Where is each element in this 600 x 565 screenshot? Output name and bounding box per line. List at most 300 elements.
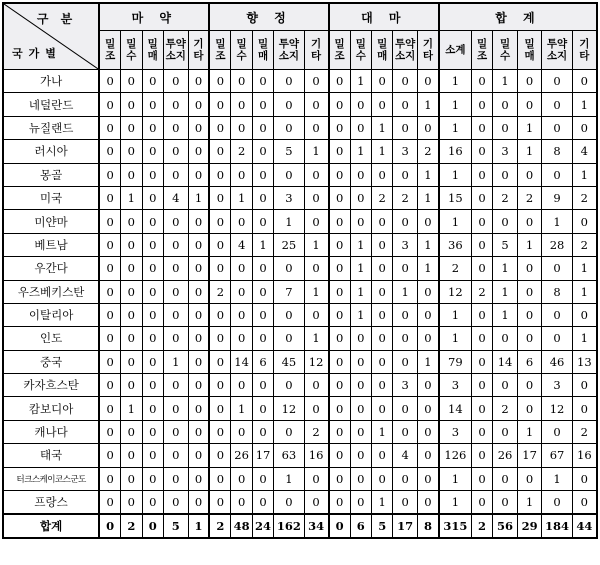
value-cell: 0: [163, 444, 188, 467]
value-cell: 1: [439, 93, 471, 116]
table-row: [3, 420, 597, 443]
value-cell: 0: [209, 186, 230, 209]
value-cell: 1: [304, 327, 329, 350]
value-cell: 29: [517, 514, 542, 538]
value-cell: 0: [493, 327, 518, 350]
value-cell: 2: [417, 140, 438, 163]
value-cell: 1: [350, 303, 371, 326]
value-cell: 0: [371, 163, 392, 186]
value-cell: 0: [417, 70, 438, 93]
value-cell: 0: [572, 303, 597, 326]
value-cell: 0: [471, 93, 492, 116]
value-cell: 0: [252, 491, 273, 515]
value-cell: 0: [252, 93, 273, 116]
table-row: [3, 280, 597, 303]
table-row: [3, 233, 597, 256]
value-cell: 0: [393, 210, 418, 233]
value-cell: 17: [393, 514, 418, 538]
value-cell: 2: [231, 140, 252, 163]
value-cell: 0: [252, 374, 273, 397]
corner-header-cell: [3, 3, 99, 70]
value-cell: 45: [274, 350, 304, 373]
value-cell: 16: [572, 444, 597, 467]
value-cell: 26: [493, 444, 518, 467]
value-cell: 0: [209, 163, 230, 186]
country-name: 베트남: [3, 233, 99, 256]
value-cell: 0: [121, 70, 142, 93]
value-cell: 0: [572, 374, 597, 397]
value-cell: 1: [121, 397, 142, 420]
country-name: 우즈베키스탄: [3, 280, 99, 303]
value-cell: 0: [304, 210, 329, 233]
value-cell: 0: [393, 257, 418, 280]
country-name: 네덜란드: [3, 93, 99, 116]
value-cell: 0: [188, 350, 209, 373]
value-cell: 0: [371, 327, 392, 350]
value-cell: 1: [350, 140, 371, 163]
value-cell: 0: [417, 467, 438, 490]
value-cell: 15: [439, 186, 471, 209]
value-cell: 0: [304, 303, 329, 326]
value-cell: 6: [517, 350, 542, 373]
value-cell: 0: [209, 397, 230, 420]
value-cell: 0: [142, 163, 163, 186]
value-cell: 0: [329, 210, 350, 233]
value-cell: 0: [99, 93, 120, 116]
value-cell: 9: [542, 186, 572, 209]
value-cell: 1: [517, 491, 542, 515]
value-cell: 0: [304, 163, 329, 186]
value-cell: 0: [99, 491, 120, 515]
value-cell: 0: [393, 163, 418, 186]
value-cell: 12: [274, 397, 304, 420]
value-cell: 0: [493, 467, 518, 490]
value-cell: 1: [417, 163, 438, 186]
value-cell: 0: [417, 327, 438, 350]
value-cell: 0: [471, 116, 492, 139]
value-cell: 0: [121, 327, 142, 350]
country-name: 프랑스: [3, 491, 99, 515]
value-cell: 0: [572, 70, 597, 93]
value-cell: 0: [188, 420, 209, 443]
subheader-use-possession: 투약소지: [163, 31, 188, 70]
value-cell: 0: [274, 70, 304, 93]
value-cell: 315: [439, 514, 471, 538]
value-cell: 1: [188, 186, 209, 209]
value-cell: 4: [163, 186, 188, 209]
value-cell: 0: [471, 233, 492, 256]
value-cell: 0: [493, 93, 518, 116]
value-cell: 1: [417, 186, 438, 209]
value-cell: 0: [350, 374, 371, 397]
value-cell: 0: [163, 467, 188, 490]
value-cell: 0: [99, 467, 120, 490]
value-cell: 0: [209, 491, 230, 515]
value-cell: 0: [121, 303, 142, 326]
country-name: 이탈리아: [3, 303, 99, 326]
value-cell: 2: [471, 280, 492, 303]
value-cell: 0: [542, 116, 572, 139]
value-cell: 0: [471, 163, 492, 186]
value-cell: 0: [188, 374, 209, 397]
country-name: 인도: [3, 327, 99, 350]
value-cell: 0: [163, 116, 188, 139]
value-cell: 0: [163, 140, 188, 163]
country-name: 몽골: [3, 163, 99, 186]
value-cell: 6: [350, 514, 371, 538]
value-cell: 0: [142, 140, 163, 163]
value-cell: 0: [163, 303, 188, 326]
value-cell: 1: [493, 70, 518, 93]
value-cell: 4: [572, 140, 597, 163]
value-cell: 0: [188, 70, 209, 93]
value-cell: 0: [209, 233, 230, 256]
drug-crime-table-container: [2, 2, 598, 539]
value-cell: 0: [274, 420, 304, 443]
value-cell: 0: [231, 467, 252, 490]
value-cell: 0: [493, 374, 518, 397]
value-cell: 0: [142, 233, 163, 256]
value-cell: 0: [517, 397, 542, 420]
value-cell: 1: [417, 257, 438, 280]
group-header-psychotropics: 향 정: [209, 3, 328, 31]
value-cell: 0: [517, 303, 542, 326]
value-cell: 0: [350, 163, 371, 186]
value-cell: 0: [517, 467, 542, 490]
value-cell: 2: [304, 420, 329, 443]
value-cell: 1: [572, 93, 597, 116]
value-cell: 0: [572, 210, 597, 233]
value-cell: 14: [493, 350, 518, 373]
value-cell: 0: [304, 467, 329, 490]
value-cell: 12: [542, 397, 572, 420]
value-cell: 0: [393, 467, 418, 490]
value-cell: 0: [471, 210, 492, 233]
value-cell: 0: [572, 491, 597, 515]
value-cell: 0: [274, 116, 304, 139]
value-cell: 3: [542, 374, 572, 397]
total-label: 합계: [3, 514, 99, 538]
value-cell: 0: [163, 93, 188, 116]
value-cell: 0: [252, 70, 273, 93]
value-cell: 1: [542, 467, 572, 490]
value-cell: 0: [188, 327, 209, 350]
value-cell: 3: [393, 374, 418, 397]
value-cell: 0: [542, 93, 572, 116]
header-row-groups: [3, 3, 597, 31]
value-cell: 0: [471, 70, 492, 93]
value-cell: 1: [572, 280, 597, 303]
country-name: 태국: [3, 444, 99, 467]
country-name: 미국: [3, 186, 99, 209]
value-cell: 0: [329, 116, 350, 139]
value-cell: 0: [417, 374, 438, 397]
country-label: 국가별: [12, 47, 62, 60]
value-cell: 0: [163, 397, 188, 420]
value-cell: 0: [231, 70, 252, 93]
value-cell: 0: [371, 257, 392, 280]
value-cell: 0: [350, 420, 371, 443]
value-cell: 0: [274, 163, 304, 186]
value-cell: 0: [231, 116, 252, 139]
value-cell: 0: [371, 374, 392, 397]
value-cell: 1: [493, 257, 518, 280]
value-cell: 0: [329, 444, 350, 467]
value-cell: 0: [304, 374, 329, 397]
value-cell: 126: [439, 444, 471, 467]
subheader-smuggling: 밀수: [493, 31, 518, 70]
value-cell: 0: [231, 93, 252, 116]
value-cell: 184: [542, 514, 572, 538]
subheader-manufacture: 밀조: [471, 31, 492, 70]
value-cell: 0: [188, 140, 209, 163]
value-cell: 0: [417, 491, 438, 515]
value-cell: 0: [252, 280, 273, 303]
value-cell: 0: [142, 70, 163, 93]
value-cell: 0: [471, 327, 492, 350]
value-cell: 0: [142, 210, 163, 233]
value-cell: 0: [188, 280, 209, 303]
value-cell: 1: [371, 116, 392, 139]
table-row: [3, 116, 597, 139]
value-cell: 0: [163, 420, 188, 443]
value-cell: 0: [304, 93, 329, 116]
value-cell: 2: [121, 514, 142, 538]
value-cell: 0: [329, 163, 350, 186]
value-cell: 0: [121, 210, 142, 233]
table-row: [3, 93, 597, 116]
value-cell: 8: [542, 140, 572, 163]
value-cell: 1: [188, 514, 209, 538]
subheader-use-possession: 투약소지: [542, 31, 572, 70]
value-cell: 3: [439, 374, 471, 397]
value-cell: 0: [209, 210, 230, 233]
value-cell: 1: [252, 233, 273, 256]
value-cell: 0: [350, 491, 371, 515]
value-cell: 0: [393, 93, 418, 116]
table-row: [3, 491, 597, 515]
value-cell: 0: [121, 280, 142, 303]
value-cell: 6: [252, 350, 273, 373]
value-cell: 12: [304, 350, 329, 373]
table-row: [3, 70, 597, 93]
value-cell: 0: [252, 467, 273, 490]
value-cell: 0: [231, 303, 252, 326]
value-cell: 0: [329, 257, 350, 280]
value-cell: 0: [99, 350, 120, 373]
value-cell: 0: [142, 280, 163, 303]
table-row: [3, 350, 597, 373]
value-cell: 0: [209, 444, 230, 467]
value-cell: 0: [393, 70, 418, 93]
value-cell: 56: [493, 514, 518, 538]
value-cell: 0: [274, 93, 304, 116]
value-cell: 0: [493, 420, 518, 443]
value-cell: 0: [209, 116, 230, 139]
value-cell: 24: [252, 514, 273, 538]
value-cell: 0: [99, 374, 120, 397]
value-cell: 162: [274, 514, 304, 538]
value-cell: 0: [142, 257, 163, 280]
value-cell: 0: [121, 116, 142, 139]
value-cell: 0: [142, 514, 163, 538]
value-cell: 5: [163, 514, 188, 538]
value-cell: 36: [439, 233, 471, 256]
value-cell: 28: [542, 233, 572, 256]
total-row: [3, 514, 597, 538]
value-cell: 2: [209, 280, 230, 303]
value-cell: 0: [417, 116, 438, 139]
table-row: [3, 257, 597, 280]
value-cell: 0: [163, 233, 188, 256]
subheader-manufacture: 밀조: [99, 31, 120, 70]
value-cell: 4: [393, 444, 418, 467]
value-cell: 0: [142, 397, 163, 420]
value-cell: 0: [142, 93, 163, 116]
value-cell: 0: [99, 163, 120, 186]
value-cell: 0: [350, 327, 371, 350]
country-name: 가나: [3, 70, 99, 93]
country-name: 터크스케이코스군도: [3, 467, 99, 490]
group-header-cannabis: 대 마: [329, 3, 439, 31]
table-row: [3, 374, 597, 397]
group-header-total: 합 계: [439, 3, 597, 31]
value-cell: 1: [542, 210, 572, 233]
value-cell: 0: [471, 140, 492, 163]
value-cell: 0: [471, 397, 492, 420]
value-cell: 0: [274, 374, 304, 397]
value-cell: 0: [99, 444, 120, 467]
value-cell: 0: [304, 186, 329, 209]
value-cell: 0: [517, 374, 542, 397]
value-cell: 0: [542, 70, 572, 93]
value-cell: 0: [99, 257, 120, 280]
value-cell: 5: [371, 514, 392, 538]
value-cell: 0: [542, 491, 572, 515]
value-cell: 0: [417, 280, 438, 303]
value-cell: 0: [142, 327, 163, 350]
subheader-use-possession: 투약소지: [274, 31, 304, 70]
value-cell: 0: [209, 420, 230, 443]
value-cell: 0: [329, 186, 350, 209]
category-label: 구 분: [36, 12, 77, 26]
value-cell: 0: [542, 420, 572, 443]
drug-crime-by-country-table: [2, 2, 598, 539]
value-cell: 8: [542, 280, 572, 303]
value-cell: 0: [163, 70, 188, 93]
value-cell: 3: [274, 186, 304, 209]
value-cell: 0: [371, 397, 392, 420]
value-cell: 0: [329, 93, 350, 116]
value-cell: 0: [542, 303, 572, 326]
value-cell: 0: [121, 491, 142, 515]
value-cell: 3: [493, 140, 518, 163]
value-cell: 0: [304, 116, 329, 139]
value-cell: 17: [517, 444, 542, 467]
value-cell: 0: [350, 350, 371, 373]
value-cell: 0: [393, 350, 418, 373]
value-cell: 0: [99, 210, 120, 233]
country-name: 중국: [3, 350, 99, 373]
value-cell: 1: [439, 116, 471, 139]
value-cell: 0: [371, 280, 392, 303]
value-cell: 0: [350, 467, 371, 490]
value-cell: 0: [371, 467, 392, 490]
value-cell: 1: [439, 163, 471, 186]
value-cell: 0: [252, 116, 273, 139]
value-cell: 1: [350, 257, 371, 280]
value-cell: 0: [163, 491, 188, 515]
value-cell: 0: [493, 491, 518, 515]
value-cell: 0: [188, 233, 209, 256]
value-cell: 0: [188, 444, 209, 467]
subheader-other: 기타: [188, 31, 209, 70]
value-cell: 1: [350, 280, 371, 303]
value-cell: 0: [121, 93, 142, 116]
table-row: [3, 467, 597, 490]
value-cell: 0: [231, 257, 252, 280]
value-cell: 0: [304, 257, 329, 280]
value-cell: 0: [188, 303, 209, 326]
value-cell: 0: [163, 210, 188, 233]
value-cell: 0: [350, 186, 371, 209]
table-row: [3, 397, 597, 420]
value-cell: 1: [417, 233, 438, 256]
value-cell: 1: [274, 467, 304, 490]
value-cell: 1: [371, 491, 392, 515]
value-cell: 0: [572, 116, 597, 139]
value-cell: 0: [99, 70, 120, 93]
value-cell: 0: [252, 257, 273, 280]
value-cell: 1: [439, 70, 471, 93]
value-cell: 0: [142, 116, 163, 139]
value-cell: 0: [99, 186, 120, 209]
value-cell: 5: [493, 233, 518, 256]
value-cell: 0: [231, 210, 252, 233]
value-cell: 0: [572, 397, 597, 420]
value-cell: 0: [188, 210, 209, 233]
value-cell: 1: [493, 280, 518, 303]
value-cell: 0: [274, 327, 304, 350]
value-cell: 26: [231, 444, 252, 467]
value-cell: 14: [231, 350, 252, 373]
value-cell: 0: [371, 303, 392, 326]
value-cell: 0: [329, 514, 350, 538]
value-cell: 3: [393, 233, 418, 256]
value-cell: 46: [542, 350, 572, 373]
value-cell: 0: [471, 374, 492, 397]
value-cell: 0: [517, 70, 542, 93]
value-cell: 0: [329, 327, 350, 350]
value-cell: 0: [274, 303, 304, 326]
value-cell: 0: [471, 186, 492, 209]
value-cell: 0: [329, 233, 350, 256]
value-cell: 0: [252, 186, 273, 209]
value-cell: 0: [99, 280, 120, 303]
value-cell: 1: [517, 116, 542, 139]
value-cell: 0: [99, 233, 120, 256]
value-cell: 0: [231, 420, 252, 443]
value-cell: 44: [572, 514, 597, 538]
value-cell: 0: [209, 327, 230, 350]
value-cell: 1: [304, 233, 329, 256]
table-row: [3, 303, 597, 326]
value-cell: 0: [209, 467, 230, 490]
value-cell: 0: [231, 491, 252, 515]
value-cell: 0: [121, 467, 142, 490]
value-cell: 0: [417, 210, 438, 233]
table-row: [3, 210, 597, 233]
